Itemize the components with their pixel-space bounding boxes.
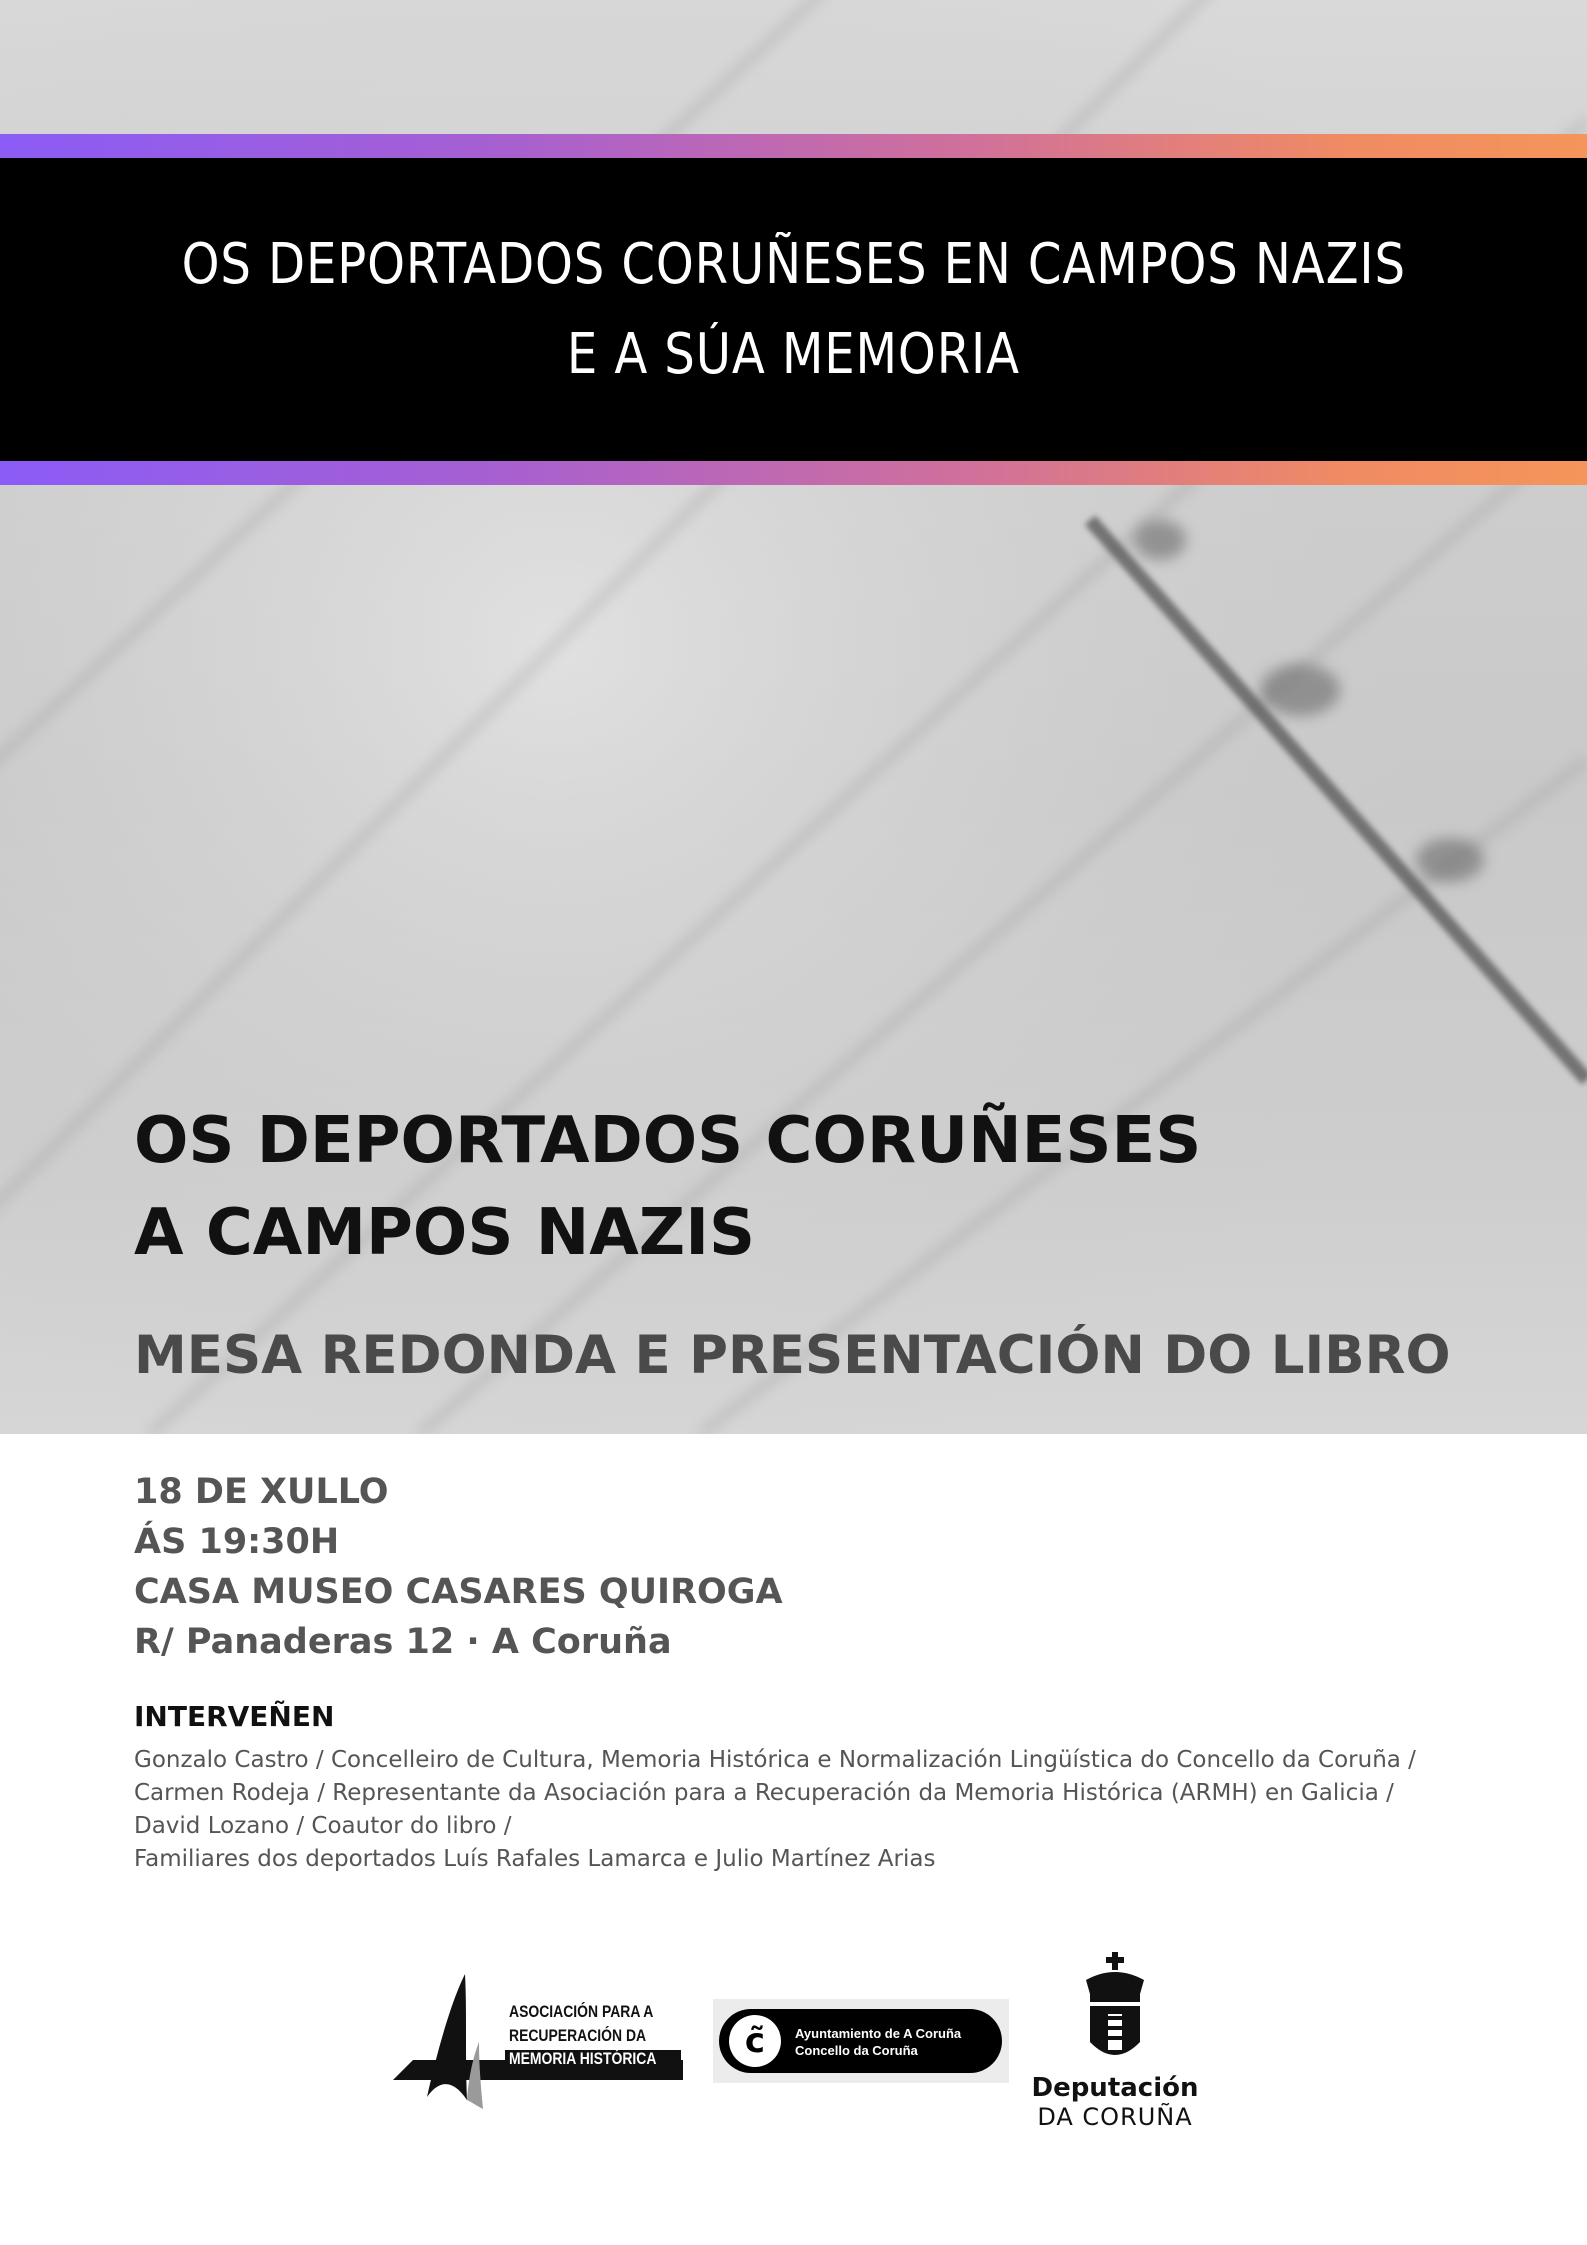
speakers-heading: INTERVEÑEN	[134, 1700, 335, 1733]
gradient-stripe-top	[0, 134, 1587, 158]
event-venue: CASA MUSEO CASARES QUIROGA	[134, 1572, 783, 1612]
main-heading-line-2: A CAMPOS NAZIS	[134, 1196, 756, 1270]
speaker-line: Carmen Rodeja / Representante da Asociación para a Recuperación da Memoria Histórica (ARMH) en Galicia /	[134, 1780, 1394, 1806]
armh-text-line-3: MEMORIA HISTÓRICA	[509, 2049, 657, 2068]
concello-logo	[713, 1999, 1009, 2083]
deputacion-text-line-2: DA CORUÑA	[1037, 2103, 1193, 2131]
deputacion-logo	[1030, 1950, 1200, 2130]
event-date: 18 DE XULLO	[134, 1472, 389, 1512]
speaker-line: David Lozano / Coautor do libro /	[134, 1813, 512, 1839]
main-heading	[134, 1095, 1434, 1279]
banner-title-line-2: E A SÚA MEMORIA	[566, 321, 1021, 387]
concello-text-line-2: Concello da Coruña	[795, 2043, 918, 2058]
event-address: R/ Panaderas 12 · A Coruña	[134, 1622, 672, 1662]
deputacion-text-line-1: Deputación	[1031, 2073, 1199, 2103]
concello-pill	[719, 2009, 1002, 2073]
armh-text-line-2: RECUPERACIÓN DA	[509, 2026, 647, 2045]
speakers-list	[134, 1744, 1554, 1876]
concello-text-line-1: Ayuntamiento de A Coruña	[795, 2026, 962, 2041]
event-details	[134, 1467, 1434, 1667]
gradient-stripe-bottom	[0, 461, 1587, 485]
armh-logo	[393, 1972, 683, 2112]
concello-c-icon: c̃	[729, 2015, 781, 2067]
banner-title-line-1: OS DEPORTADOS CORUÑESES EN CAMPOS NAZIS	[181, 231, 1406, 297]
speaker-line: Familiares dos deportados Luís Rafales Lamarca e Julio Martínez Arias	[134, 1846, 936, 1872]
crown-crest-icon	[1030, 1950, 1200, 2070]
event-time: ÁS 19:30H	[134, 1522, 340, 1562]
title-banner	[0, 158, 1587, 461]
armh-text-line-1: ASOCIACIÓN PARA A	[509, 2002, 654, 2021]
speaker-line: Gonzalo Castro / Concelleiro de Cultura, Memoria Histórica e Normalización Lingüística do Concello da Coruña /	[134, 1747, 1416, 1773]
main-heading-line-1: OS DEPORTADOS CORUÑESES	[134, 1104, 1202, 1178]
subheading: MESA REDONDA E PRESENTACIÓN DO LIBRO	[134, 1325, 1451, 1386]
